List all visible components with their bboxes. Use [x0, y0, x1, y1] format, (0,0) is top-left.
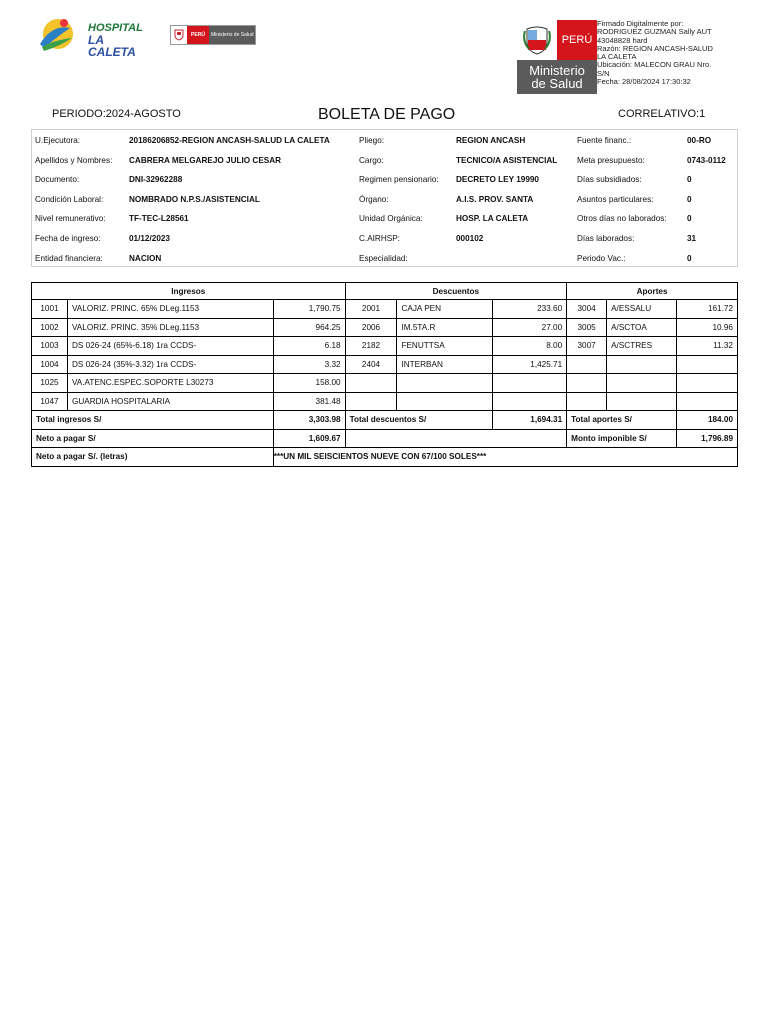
table-row: [32, 374, 738, 393]
ingreso-code: 1025: [32, 374, 68, 393]
ingreso-concept: DS 026-24 (35%-3.32) 1ra CCDS-: [67, 355, 273, 374]
info-value: 0: [687, 253, 692, 263]
sig-logo-ministerio: [517, 60, 597, 94]
info-value: CABRERA MELGAREJO JULIO CESAR: [129, 155, 282, 165]
descuento-concept: CAJA PEN: [397, 300, 493, 319]
total-descuentos-label: Total descuentos S/: [345, 411, 493, 430]
aporte-concept: [607, 355, 677, 374]
info-value: DNI-32962288: [129, 175, 183, 185]
descuento-code: 2404: [345, 355, 397, 374]
descuento-concept: [397, 392, 493, 411]
table-row: [32, 337, 738, 356]
aporte-amount: 11.32: [677, 337, 738, 356]
table-row: [32, 355, 738, 374]
hospital-logo: [34, 14, 154, 59]
info-label: Regimen pensionario:: [359, 175, 439, 185]
info-value: A.I.S. PROV. SANTA: [456, 194, 534, 204]
info-label: Días subsidiados:: [577, 175, 642, 185]
info-label: U.Ejecutora:: [35, 136, 81, 145]
table-row: [32, 318, 738, 337]
total-aportes-label: Total aportes S/: [567, 411, 677, 430]
totals-row: [32, 411, 738, 430]
info-value: NOMBRADO N.P.S./ASISTENCIAL: [129, 194, 260, 204]
neto-spacer: [345, 429, 567, 448]
descuento-concept: FENUTTSA: [397, 337, 493, 356]
total-ingresos-value: 3,303.98: [273, 411, 345, 430]
info-row: [32, 130, 737, 150]
ingreso-concept: VA.ATENC.ESPEC.SOPORTE L30273: [67, 374, 273, 393]
aporte-concept: [607, 374, 677, 393]
descuento-code: [345, 392, 397, 411]
descuento-amount: [493, 374, 567, 393]
info-label: Especialidad:: [359, 253, 408, 263]
total-ingresos-label: Total ingresos S/: [32, 411, 274, 430]
aporte-code: [567, 374, 607, 393]
ingreso-code: 1004: [32, 355, 68, 374]
info-value: 0743-0112: [687, 155, 726, 165]
aporte-code: [567, 392, 607, 411]
descuento-code: 2006: [345, 318, 397, 337]
ingreso-concept: DS 026-24 (65%-6.18) 1ra CCDS-: [67, 337, 273, 356]
ingreso-concept: VALORIZ. PRINC. 65% DLeg.1153: [67, 300, 273, 319]
info-label: Otros días no laborados:: [577, 214, 667, 224]
descuento-amount: [493, 392, 567, 411]
info-label: Nivel remunerativo:: [35, 214, 106, 224]
aportes-header: Aportes: [567, 283, 738, 300]
info-label: Entidad financiera:: [35, 253, 103, 263]
signature-line: Firmado Digitalmente por:: [597, 19, 684, 28]
info-value: 00-RO: [687, 136, 712, 145]
ingreso-amount: 3.32: [273, 355, 345, 374]
neto-value: 1,609.67: [273, 429, 345, 448]
info-label: Asuntos particulares:: [577, 194, 654, 204]
ingreso-amount: 381.48: [273, 392, 345, 411]
aporte-amount: 161.72: [677, 300, 738, 319]
total-descuentos-value: 1,694.31: [493, 411, 567, 430]
neto-letras-value: [273, 448, 737, 467]
total-aportes-value: 184.00: [677, 411, 738, 430]
signature-line: 43048828 hard: [597, 35, 648, 45]
table-header-row: [32, 283, 738, 300]
ingreso-code: 1003: [32, 337, 68, 356]
table-row: [32, 392, 738, 411]
digital-signature-text: [597, 20, 737, 86]
info-value: 0: [687, 214, 692, 224]
descuento-amount: 8.00: [493, 337, 567, 356]
signature-line: Fecha: 28/08/2024 17:30:32: [597, 77, 691, 87]
ingresos-header: Ingresos: [32, 283, 346, 300]
info-value: NACION: [129, 253, 162, 263]
monto-imponible-label: Monto imponible S/: [567, 429, 677, 448]
sig-logo-min-line2: de Salud: [531, 76, 583, 91]
descuentos-header: Descuentos: [345, 283, 567, 300]
minsa-logo-small: [170, 25, 256, 45]
signature-logo: [517, 20, 597, 94]
aporte-code: 3007: [567, 337, 607, 356]
descuento-concept: [397, 374, 493, 393]
aporte-concept: A/SCTRES: [607, 337, 677, 356]
aporte-concept: A/SCTOA: [607, 318, 677, 337]
info-row: [32, 228, 737, 248]
peru-coat-of-arms-icon: [517, 20, 557, 60]
descuento-amount: 27.00: [493, 318, 567, 337]
info-label: Condición Laboral:: [35, 194, 104, 204]
aporte-amount: [677, 374, 738, 393]
ingreso-amount: 158.00: [273, 374, 345, 393]
info-value: 01/12/2023: [129, 234, 170, 243]
info-value: 0: [687, 194, 692, 204]
minsa-logo-text: Ministerio de Salud: [209, 26, 255, 44]
ingreso-concept: GUARDIA HOSPITALARIA: [67, 392, 273, 411]
info-value: DECRETO LEY 19990: [456, 175, 539, 185]
signature-line: S/N: [597, 68, 610, 78]
info-row: [32, 189, 737, 209]
info-value: HOSP. LA CALETA: [456, 214, 529, 224]
descuento-code: 2182: [345, 337, 397, 356]
ingreso-amount: 1,790.75: [273, 300, 345, 319]
neto-row: [32, 429, 738, 448]
sig-logo-min-line1: Ministerio: [529, 63, 585, 78]
aporte-amount: [677, 392, 738, 411]
aporte-amount: 10.96: [677, 318, 738, 337]
aporte-code: 3005: [567, 318, 607, 337]
table-row: [32, 300, 738, 319]
aporte-code: [567, 355, 607, 374]
ingreso-concept: VALORIZ. PRINC. 35% DLeg.1153: [67, 318, 273, 337]
info-value: TECNICO/A ASISTENCIAL: [456, 155, 558, 165]
info-row: [32, 248, 737, 268]
info-row: [32, 150, 737, 170]
payroll-table: [31, 282, 738, 467]
hospital-logo-line1: HOSPITAL: [88, 22, 143, 34]
descuento-concept: INTERBAN: [397, 355, 493, 374]
descuento-code: [345, 374, 397, 393]
info-value: TF-TEC-L28561: [129, 214, 189, 224]
signature-line: RODRIGUEZ GUZMAN Sally AUT: [597, 27, 712, 37]
info-label: Días laborados:: [577, 234, 635, 243]
info-value: REGION ANCASH: [456, 136, 526, 145]
descuento-concept: IM.5TA.R: [397, 318, 493, 337]
aporte-amount: [677, 355, 738, 374]
employee-info-panel: [31, 129, 738, 267]
info-label: Documento:: [35, 175, 80, 185]
ingreso-code: 1047: [32, 392, 68, 411]
monto-imponible-value: 1,796.89: [677, 429, 738, 448]
aporte-concept: A/ESSALU: [607, 300, 677, 319]
info-value: 000102: [456, 234, 484, 243]
descuento-code: 2001: [345, 300, 397, 319]
sig-logo-peru: PERÚ: [557, 20, 597, 60]
descuento-amount: 1,425.71: [493, 355, 567, 374]
minsa-logo-peru: PERÚ: [187, 26, 209, 44]
page-title: BOLETA DE PAGO: [318, 106, 456, 123]
hospital-logo-text: [88, 22, 154, 58]
ingreso-code: 1001: [32, 300, 68, 319]
info-label: Cargo:: [359, 155, 384, 165]
info-value: 20186206852-REGION ANCASH-SALUD LA CALETA: [129, 136, 330, 145]
signature-line: LA CALETA: [597, 52, 637, 62]
correlativo-label: CORRELATIVO:1: [618, 108, 706, 120]
info-value: 31: [687, 234, 697, 243]
info-label: Unidad Orgánica:: [359, 214, 423, 224]
aporte-code: 3004: [567, 300, 607, 319]
info-label: Pliego:: [359, 136, 385, 145]
info-row: [32, 169, 737, 189]
signature-line: Ubicación: MALECON GRAU Nro.: [597, 60, 712, 70]
info-value: 0: [687, 175, 692, 185]
periodo-label: PERIODO:2024-AGOSTO: [52, 108, 181, 120]
neto-letras-label: Neto a pagar S/. (letras): [32, 448, 274, 467]
info-label: C.AIRHSP:: [359, 234, 400, 243]
letras-row: [32, 448, 738, 467]
peru-shield-icon: [171, 26, 187, 44]
hospital-logo-line2: LA CALETA: [88, 33, 136, 59]
signature-line: Razón: REGION ANCASH-SALUD: [597, 43, 713, 53]
hospital-emblem-icon: [34, 14, 78, 54]
descuento-amount: 233.60: [493, 300, 567, 319]
info-label: Apellidos y Nombres:: [35, 155, 113, 165]
info-label: Meta presupuesto:: [577, 155, 645, 165]
info-label: Órgano:: [359, 194, 389, 204]
info-row: [32, 208, 737, 228]
ingreso-code: 1002: [32, 318, 68, 337]
aporte-concept: [607, 392, 677, 411]
ingreso-amount: 6.18: [273, 337, 345, 356]
neto-letras-text: ***UN MIL SEISCIENTOS NUEVE CON 67/100 SOLES***: [273, 452, 487, 462]
ingreso-amount: 964.25: [273, 318, 345, 337]
info-label: Periodo Vac.:: [577, 253, 626, 263]
info-label: Fecha de ingreso:: [35, 234, 101, 243]
info-label: Fuente financ.:: [577, 136, 632, 145]
neto-label: Neto a pagar S/: [32, 429, 274, 448]
